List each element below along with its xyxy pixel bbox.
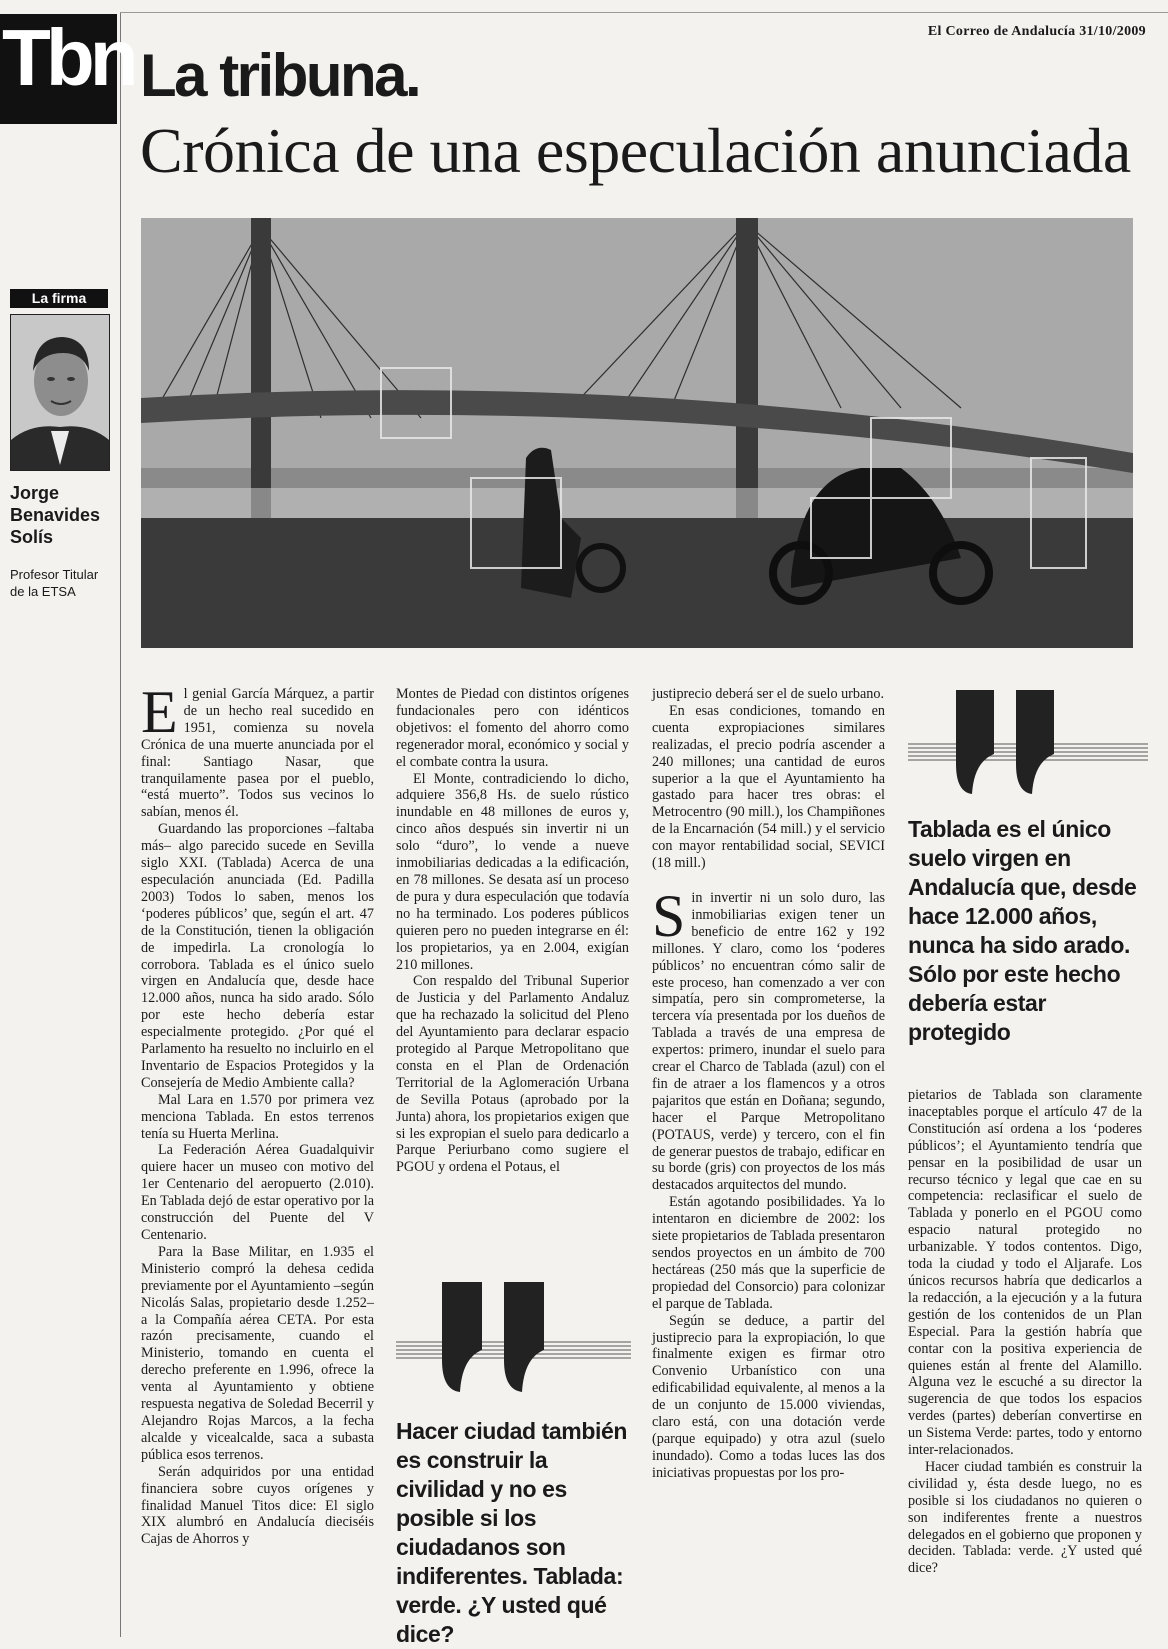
source-date-line: El Correo de Andalucía 31/10/2009 [927,24,1146,39]
bridge-photo [141,218,1133,648]
page-rule-horizontal [120,12,1168,13]
paragraph: Según se deduce, a partir del justiprecio para la expropiación, lo que finalmente exigen es firmar otro Convenio Urbanístico con una edificabilidad equivalente, al menos a la de un conjunto de 15.000 viviendas, claro está, con una dotación verde (parque equipado) y otra azul (suelo inundado). Como a todas luces las dos iniciativas propuestas por los pro- [652,1312,885,1481]
article-column-1 [141,679,374,1548]
dropcap: S [652,882,686,949]
dropcap: E [141,679,178,745]
headline: Crónica de una especulación anunciada [140,115,1131,186]
paragraph: in invertir ni un solo duro, las inmobiliarias exigen tener un beneficio de entre 162 y 192 millones. Y claro, como los ‘poderes públicos’ no encuentran cómo salir de este proceso, han comenzado a ver con simpatía, pero sin comprometerse, la tercera vía presentada por los dueños de Tablada a través de una empresa de expertos: primero, inundar el suelo para crear el Charco de Tablada (azul) con el fin de atraer a los flamencos y a otros pajaritos que están en Doñana; segundo, hacer el Parque Metropolitano (POTAUS, verde) y tercero, con el fin de generar puestos de trabajo, edificar en su borde (gris) con proyectos de los más destacados arquitectos del mundo. [652,889,885,1194]
paragraph: Guardando las proporciones –faltaba más– algo parecido sucede en Sevilla siglo XXI. (Tablada) Acerca de una especulación anunciada (Ed. Padilla 2003) Todos lo saben, menos los ‘poderes públicos’ que, según el art. 47 de la Constitución, tienen la obligación de impedirla. La cronología lo corrobora. Tablada es el único suelo virgen en Andalucía que, desde hace 12.000 años, nunca ha sido arado. Sólo por este hecho debería estar especialmente protegido. ¿Por qué el Parlamento ha resuelto no incluirlo en el Inventario de Espacios Protegidos y la Consejería de Medio Ambiente calla? [141,821,374,1091]
article-column-3 [652,686,885,1482]
paragraph: pietarios de Tablada son claramente inaceptables porque el artículo 47 de la Constitución así ordena a los ‘poderes públicos’; el Ayuntamiento tendría que pensar en la posibilidad de usar un recurso técnico y legal que cae en su competencia: reclasificar el suelo de Tablada y ponerlo en el PGOU como espacio natural protegido no urbanizable. Y todos contentos. Digo, toda la ciudad y todo el Aljarafe. Los únicos recursos habría que dedicarlos a la redacción, a la ejecución y a la futura gestión de los contenidos de un Plan Especial. Para la gestión habría que contar con la positiva experiencia de quienes están al frente del Alamillo. Alguna vez le escuché a su director la sugerencia de que todos los espacios verdes (partes) deberían convertirse en un Sistema Verde: partes, todo y entorno inter-relacionados. [908,1087,1142,1459]
paragraph: La Federación Aérea Guadalquivir quiere hacer un museo con motivo del 1er Centenario del aeropuerto (2.010). En Tablada dejó de estar operativo por la construcción del Puente del V Centenario. [141,1142,374,1243]
page-rule-vertical [120,12,121,1637]
quote-marks-icon [908,688,1148,800]
article-column-4 [908,1087,1142,1577]
paragraph: Serán adquiridos por una entidad financiera sobre cuyos orígenes y finalidad Manuel Titos dice: El siglo XIX alumbró en Andalucía dieciséis Cajas de Ahorros y [141,1463,374,1548]
paragraph: Mal Lara en 1.570 por primera vez menciona Tablada. En estos terrenos tenía su Huerta Merlina. [141,1091,374,1142]
paragraph: El Monte, contradiciendo lo dicho, adquiere 356,8 Hs. de suelo rústico inundable en 48 millones de euros y, cinco años después sin invertir ni un solo “duro”, lo vende a nueve inmobiliarias dedicadas a la edificación, en 78 millones. Se desata así un proceso de pura y dura especulación que todavía no ha terminado. Los poderes públicos quieren pero no pueden integrarse en él: los propietarios, ya en 2.004, exigían 210 millones. [396,770,629,973]
paragraph: Para la Base Militar, en 1.935 el Ministerio compró la dehesa cedida previamente por el Ayuntamiento –según Nicolás Salas, propietario desde 1.252– a la Compañía aérea CETA. Por esta razón precisamente, cuando el Ministerio, tomando en cuenta el derecho preferente en 1.996, ofrece la venta al Ayuntamiento y obtiene respuesta negativa de Soledad Becerril y Alejandro Rojas Marcos, a la fecha alcalde y vicealcalde, saca a subasta pública esos terrenos. [141,1243,374,1463]
paragraph: Están agotando posibilidades. Ya lo intentaron en diciembre de 2002: los siete propietarios de Tablada presentaron sendos proyectos en un ámbito de 700 hectáreas (250 más que la superficie de propiedad del Consorcio) para colonizar el parque de Tablada. [652,1194,885,1312]
pullquote-text: Hacer ciudad también es construir la civilidad y no es posible si los ciudadanos son indiferentes. Tablada: verde. ¿Y usted qué dice? [396,1418,628,1647]
article-column-2 [396,686,629,1176]
paragraph: l genial García Márquez, a partir de un hecho real sucedido en 1951, comienza su novela Crónica de una muerte anunciada por el final: Santiago Nasar, que tranquilamente pasea por el pueblo, “está muerto”. Todos sus vecinos lo sabían, menos él. [141,686,374,821]
pullquote-text: Tablada es el único suelo virgen en Andalucía que, desde hace 12.000 años, nunca ha sido arado. Sólo por este hecho debería estar protegido [908,816,1137,1045]
section-title: La tribuna. [140,42,420,109]
paragraph: justiprecio deberá ser el de suelo urbano. [652,686,885,702]
bridge-photo-icon [141,218,1133,648]
author-portrait-icon [11,315,109,470]
paragraph: Con respaldo del Tribunal Superior de Justicia y del Parlamento Andaluz que ha rechazado la solicitud del Pleno del Ayuntamiento para declarar espacio protegido al Parque Metropolitano que consta en el Plan de Ordenación Territorial de la Aglomeración Urbana de Sevilla Potaus (aprobado por la Junta) ahora, los propietarios exigen que si les expropian el suelo para dedicarlo a Parque Periurbano como sugiere el PGOU y ordena el Potaus, el [396,973,629,1176]
pullquote-top [908,688,1148,1047]
author-portrait [10,314,110,471]
section-logo-text: Tbn [2,13,134,102]
paragraph: Hacer ciudad también es construir la civilidad y, ésta desde luego, no es posible si los ciudadanos no quieren o son indiferentes frente a nuestros delegados en el gobierno que proponen y deciden. Tablada: verde. ¿Y usted qué dice? [908,1458,1142,1577]
paragraph: Montes de Piedad con distintos orígenes fundacionales pero con idénticos objetivos: el fomento del ahorro como regenerador moral, económico y social y el combate contra la usura. [396,686,629,770]
quote-marks-icon [396,1280,631,1400]
pullquote-bottom [396,1280,631,1649]
section-logo [0,13,134,124]
author-title: Profesor Titular de la ETSA [10,567,99,599]
author-label: La firma [10,289,108,308]
author-name: Jorge Benavides Solís [10,483,101,547]
paragraph: En esas condiciones, tomando en cuenta expropiaciones similares realizadas, el precio podría ascender a 240 millones; una cantidad de euros superior a la que el Ayuntamiento ha gastado para hacer tres obras: el Metrocentro (90 mill.), los Champiñones de la Encarnación (54 mill.) y el servicio con mayor rentabilidad social, SEVICI (18 mill.) [652,702,885,872]
